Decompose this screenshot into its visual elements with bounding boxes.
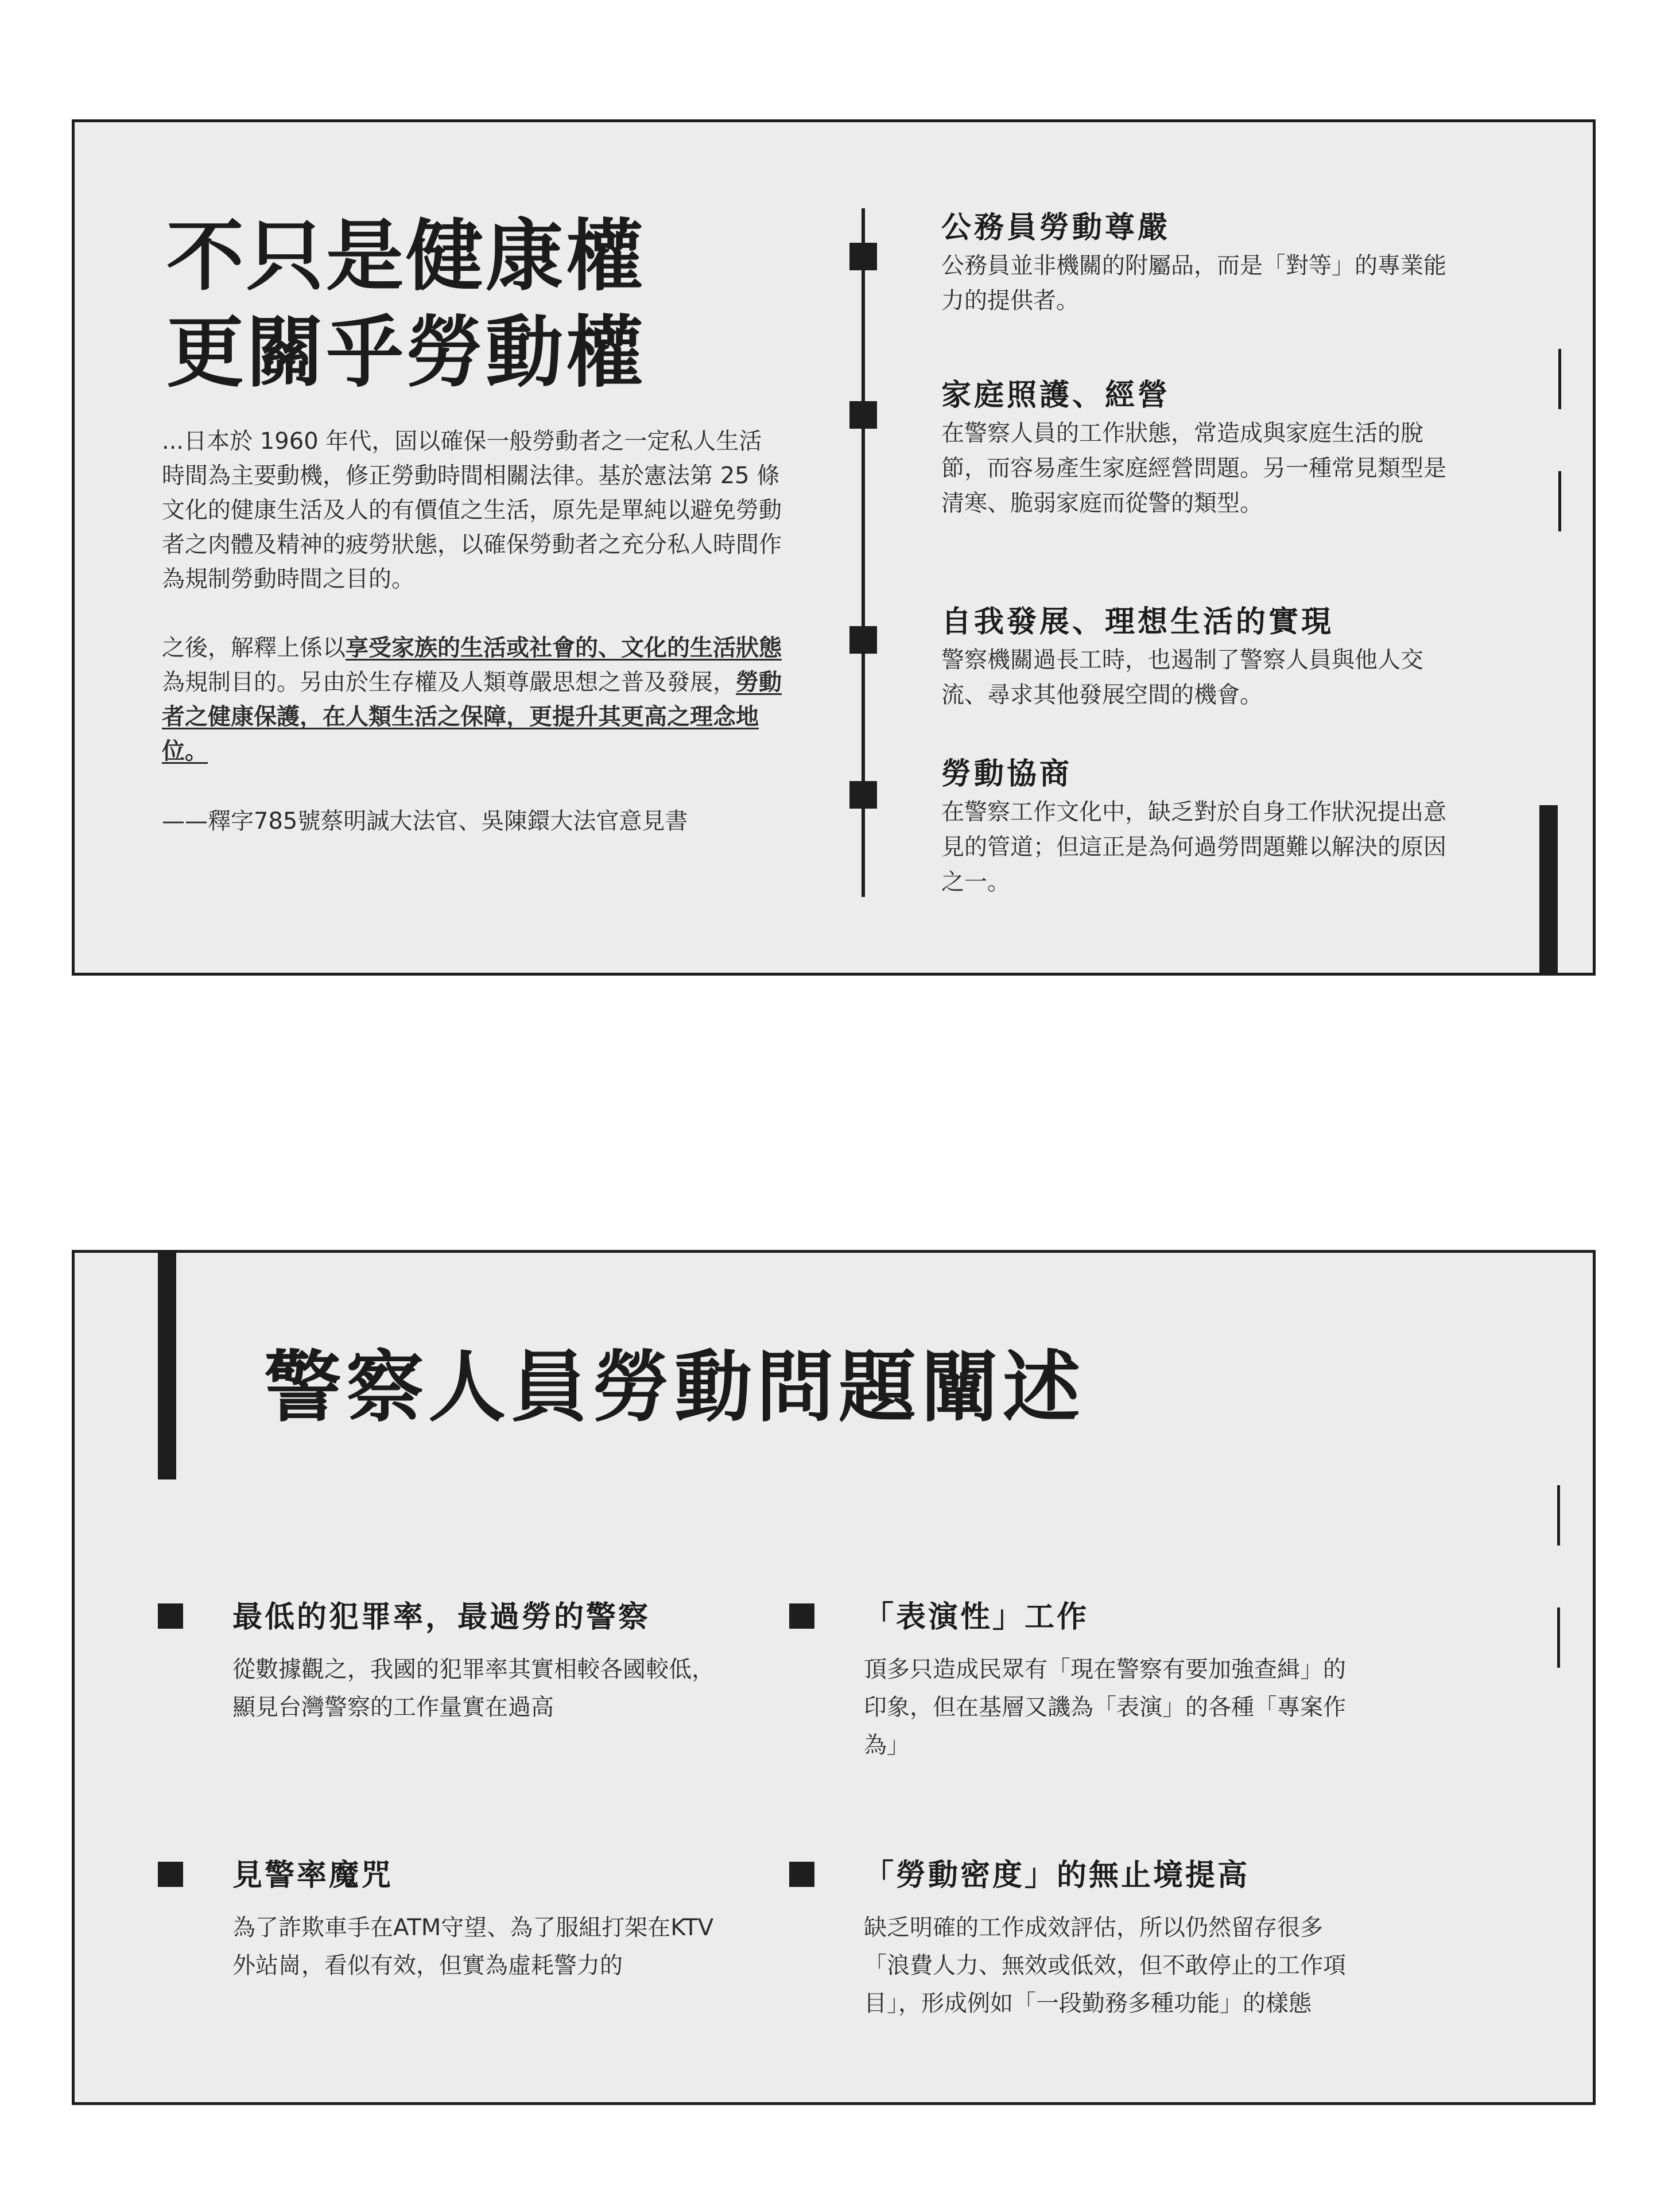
timeline-item xyxy=(941,754,1458,900)
issue-title: 「勞動密度」的無止境提高 xyxy=(864,1858,1250,1893)
timeline-item-title: 家庭照護、經營 xyxy=(941,378,1171,413)
timeline-item xyxy=(941,375,1458,521)
title-line-2: 更關乎勞動權 xyxy=(166,308,645,398)
timeline-item-title: 自我發展、理想生活的實現 xyxy=(941,605,1334,639)
timeline-node xyxy=(849,401,877,429)
slide1-title xyxy=(166,208,645,401)
issue-card xyxy=(232,1853,749,1985)
issue-card xyxy=(232,1594,749,1726)
issue-card xyxy=(864,1853,1380,2022)
timeline-item xyxy=(941,207,1458,319)
issue-title: 見警率魔咒 xyxy=(232,1858,394,1893)
issue-title: 「表演性」工作 xyxy=(864,1600,1089,1634)
decorative-line xyxy=(1558,349,1561,409)
slide-police-labor-issues xyxy=(72,1250,1596,2105)
quote-paragraph-2 xyxy=(162,631,782,768)
bullet-square-icon xyxy=(789,1862,814,1887)
issue-body: 頂多只造成民眾有「現在警察有要加強查緝」的印象，但在基層又譏為「表演」的各種「專案作為」 xyxy=(864,1656,1346,1758)
quote-emphasis: 勞動者之健康保護，在人類生活之保障，更提升其更高之理念地位。 xyxy=(162,669,782,764)
timeline-item-title: 公務員勞動尊嚴 xyxy=(941,211,1171,245)
timeline-node xyxy=(849,781,877,809)
timeline-item-body: 警察機關過長工時，也遏制了警察人員與他人交流、尋求其他發展空間的機會。 xyxy=(941,647,1423,708)
quote-text: 為規制目的。另由於生存權及人類尊嚴思想之普及發展， xyxy=(162,669,736,696)
timeline-item-body: 公務員並非機關的附屬品，而是「對等」的專業能力的提供者。 xyxy=(941,253,1446,314)
slide2-title: 警察人員勞動問題闡述 xyxy=(264,1342,1085,1432)
decorative-bar xyxy=(158,1250,176,1479)
decorative-line xyxy=(1558,471,1561,531)
bullet-square-icon xyxy=(789,1603,814,1629)
slide-health-and-labor-rights xyxy=(72,119,1596,976)
quote-emphasis: 享受家族的生活或社會的、文化的生活狀態 xyxy=(346,635,782,661)
judicial-quote xyxy=(162,424,782,838)
issue-body: 為了詐欺車手在ATM守望、為了服組打架在KTV外站崗，看似有效，但實為虛耗警力的 xyxy=(232,1914,714,1979)
decorative-line xyxy=(1557,1485,1560,1545)
title-line-1: 不只是健康權 xyxy=(166,211,645,301)
issue-title: 最低的犯罪率，最過勞的警察 xyxy=(232,1600,651,1634)
timeline-item-title: 勞動協商 xyxy=(941,757,1073,791)
issue-body: 從數據觀之，我國的犯罪率其實相較各國較低，顯見台灣警察的工作量實在過高 xyxy=(232,1656,715,1721)
quote-paragraph-1: ...日本於 1960 年代，固以確保一般勞動者之一定私人生活時間為主要動機，修正勞動時間相關法律。基於憲法第 25 條文化的健康生活及人的有價值之生活，原先是單純以避免勞動者之肉體及精神的疲勞狀態，以確保勞動者之充分私人時間作為規制勞動時間之目的。 xyxy=(162,428,782,592)
quote-citation: ——釋字785號蔡明誠大法官、吳陳鐶大法官意見書 xyxy=(162,808,688,834)
timeline-node xyxy=(849,243,877,270)
bullet-square-icon xyxy=(158,1862,183,1887)
timeline-node xyxy=(849,626,877,654)
issue-body: 缺乏明確的工作成效評估，所以仍然留存很多「浪費人力、無效或低效，但不敢停止的工作項目」，形成例如「一段勤務多種功能」的樣態 xyxy=(864,1914,1346,2017)
decorative-line xyxy=(1557,1607,1560,1668)
bullet-square-icon xyxy=(158,1603,183,1629)
issue-card xyxy=(864,1594,1380,1764)
quote-text: 之後，解釋上係以 xyxy=(162,635,346,661)
decorative-bar xyxy=(1539,805,1558,976)
timeline-item-body: 在警察工作文化中，缺乏對於自身工作狀況提出意見的管道；但這正是為何過勞問題難以解決的原因之一。 xyxy=(941,799,1446,895)
timeline-item xyxy=(941,601,1458,713)
timeline-item-body: 在警察人員的工作狀態，常造成與家庭生活的脫節，而容易產生家庭經營問題。另一種常見類型是清寒、脆弱家庭而從警的類型。 xyxy=(941,420,1446,517)
